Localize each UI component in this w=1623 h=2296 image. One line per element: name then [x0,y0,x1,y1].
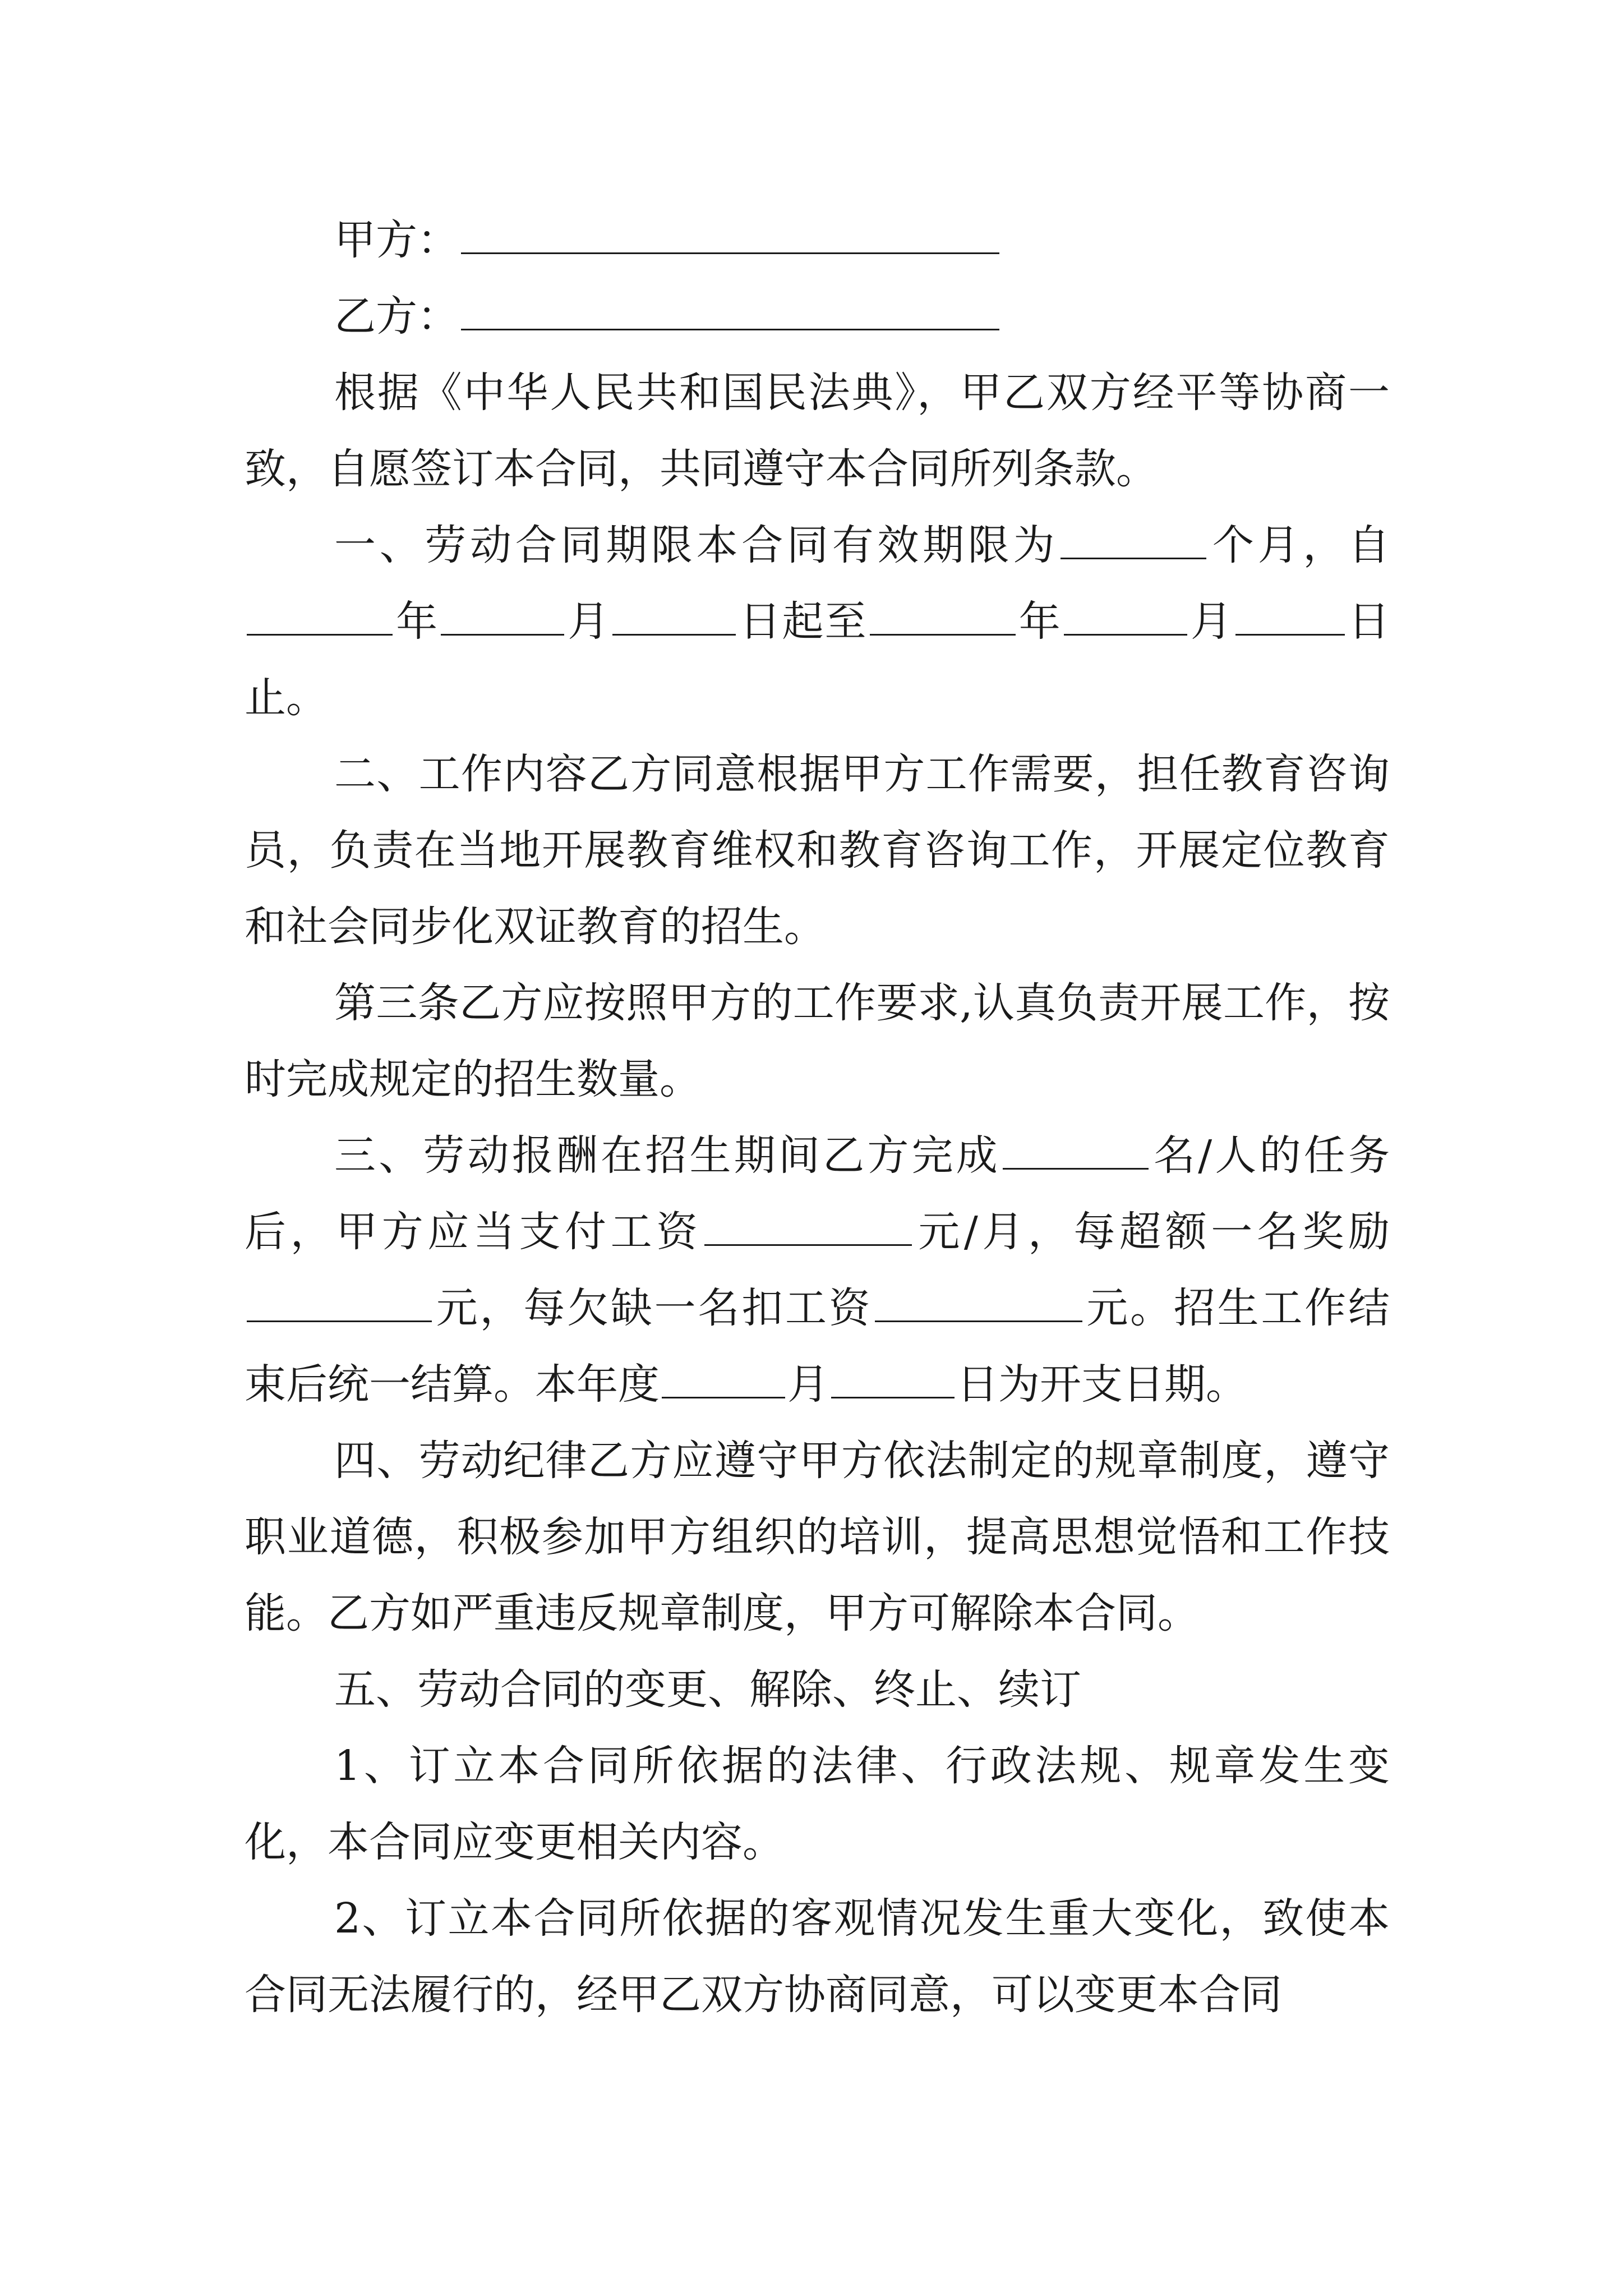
section-2-article-3: 第三条乙方应按照甲方的工作要求,认真负责开展工作，按时完成规定的招生数量。 [245,979,1390,1103]
section-4-discipline: 四、劳动纪律乙方应遵守甲方依法制定的规章制度，遵守职业道德，积极参加甲方组织的培训，提高思想觉悟和工作技能。乙方如严重违反规章制度，甲方可解除本合同。 [245,1437,1390,1637]
end-month-blank[interactable] [1064,598,1187,636]
party-a-line [245,202,1390,278]
section-5-heading: 五、劳动合同的变更、解除、终止、续订 [334,1665,1081,1714]
end-year-blank[interactable] [870,598,1016,636]
pay-month-blank[interactable] [662,1361,785,1398]
party-a-label: 甲方： [334,216,459,264]
contract-body [245,202,1390,2033]
section-5-item-2: 2、订立本合同所依据的客观情况发生重大变化，致使本合同无法履行的，经甲乙双方协商同意，可以变更本合同 [245,1894,1390,2019]
section-1-term: 一、劳动合同期限本合同有效期限为 个月，自年 月 日起至 年 月 日止。 [245,521,1390,722]
start-day-blank[interactable] [612,598,736,636]
bonus-blank[interactable] [247,1285,432,1322]
start-year-blank[interactable] [247,598,393,636]
quota-blank[interactable] [1003,1132,1149,1170]
party-b-label: 乙方： [334,292,459,341]
salary-blank[interactable] [704,1208,912,1246]
deduction-blank[interactable] [875,1285,1082,1322]
party-b-blank[interactable] [461,293,999,330]
end-day-blank[interactable] [1235,598,1345,636]
intro-paragraph: 根据《中华人民共和国民法典》，甲乙双方经平等协商一致，自愿签订本合同，共同遵守本合同所列条款。 [245,369,1390,493]
start-month-blank[interactable] [441,598,564,636]
section-2-work-content: 二、工作内容乙方同意根据甲方工作需要，担任教育咨询员，负责在当地开展教育维权和教育咨询工作，开展定位教育和社会同步化双证教育的招生。 [245,750,1390,951]
party-a-blank[interactable] [461,217,999,254]
section-3-remuneration: 三、劳动报酬在招生期间乙方完成 名/人的任务后，甲方应当支付工资 元/月，每超额一名奖励元，每欠缺一名扣工资 元。招生工作结束后统一结算。本年度 月 日为开支日期。 [245,1131,1390,1409]
term-months-blank[interactable] [1061,522,1206,559]
pay-day-blank[interactable] [831,1361,955,1398]
party-b-line [245,278,1390,355]
section-5-item-1: 1、订立本合同所依据的法律、行政法规、规章发生变化，本合同应变更相关内容。 [245,1742,1390,1866]
